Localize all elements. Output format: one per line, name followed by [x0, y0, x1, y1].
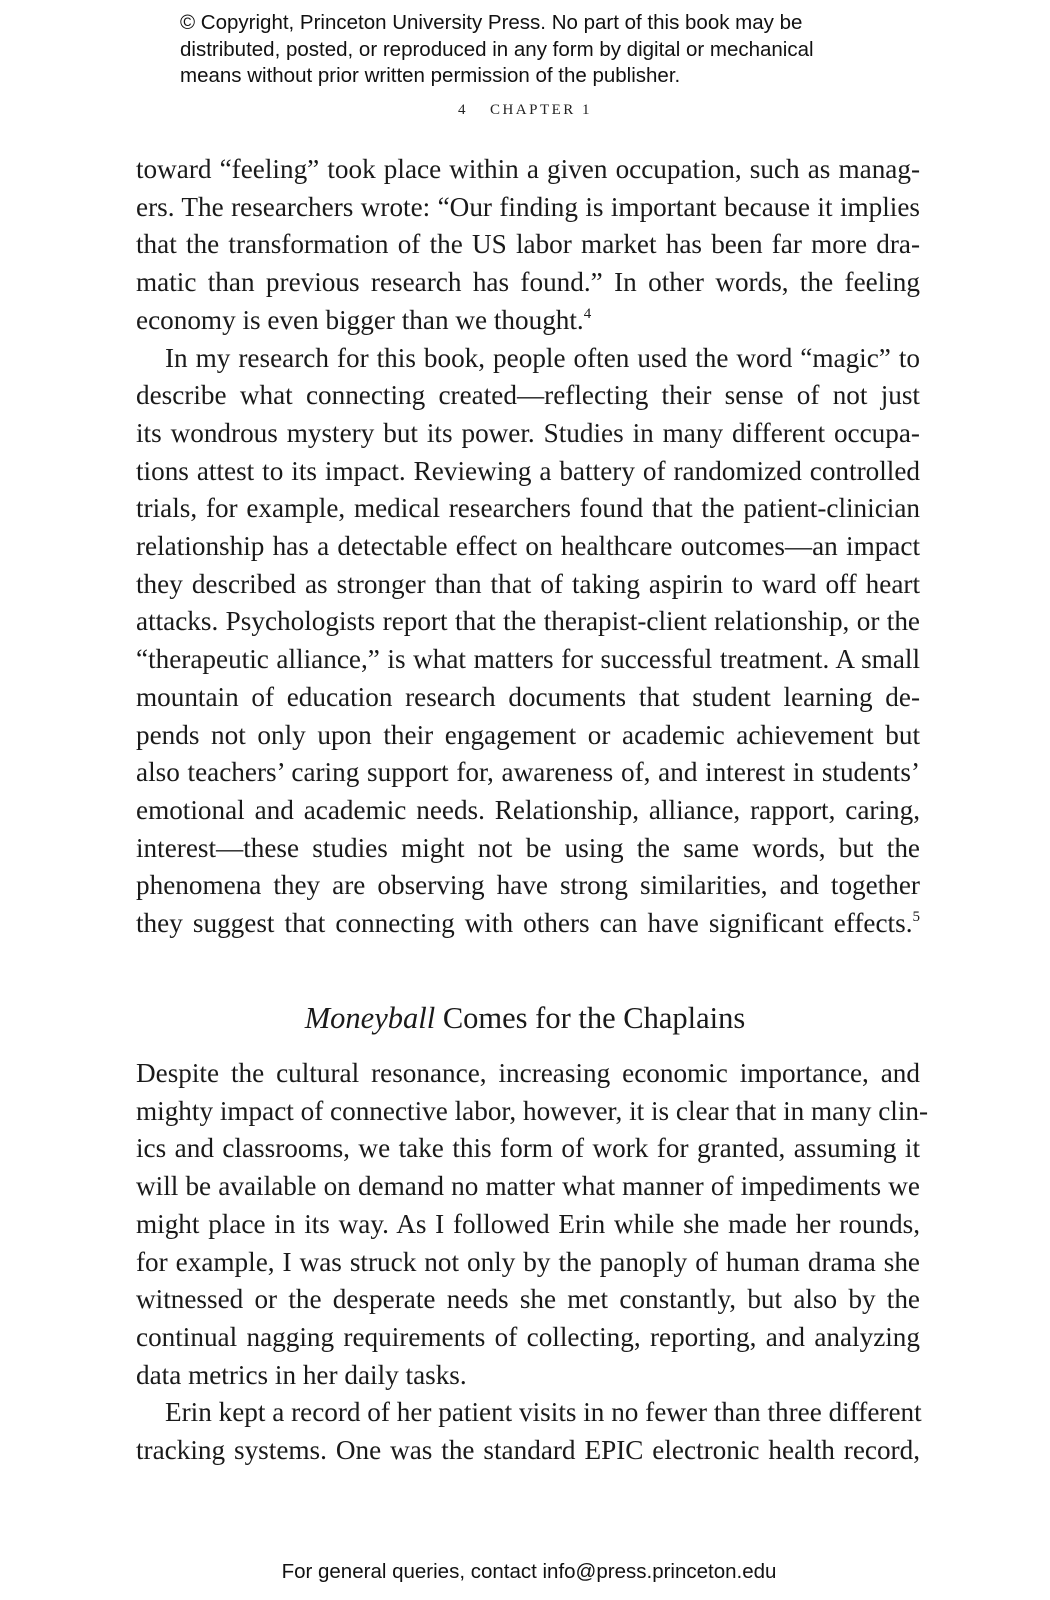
footnote-ref[interactable]: 5	[912, 909, 920, 926]
text-line: relationship has a detectable effect on healthcare outcomes—an impact	[136, 531, 920, 562]
paragraph-4	[136, 1394, 920, 1469]
copyright-notice	[180, 10, 814, 90]
text-line: Despite the cultural resonance, increasing economic importance, and	[136, 1058, 920, 1088]
text-line: also teachers’ caring support for, awareness of, and interest in students’	[136, 757, 920, 788]
page-number: 4	[457, 102, 468, 118]
text-line: for example, I was struck not only by the panoply of human drama she	[136, 1246, 920, 1277]
copyright-line: © Copyright, Princeton University Press. No part of this book may be	[180, 11, 803, 34]
section-heading-rest: Comes for the Chaplains	[435, 1001, 746, 1035]
text-line: tracking systems. One was the standard EPIC electronic health record,	[136, 1435, 920, 1466]
text-line: “therapeutic alliance,” is what matters for successful treatment. A small	[136, 644, 920, 675]
text-line-content: economy is even bigger than we thought.	[136, 304, 584, 335]
text-line: mountain of education research documents that student learning de-	[136, 681, 920, 712]
footer-contact: For general queries, contact info@press.princeton.edu	[281, 1560, 777, 1583]
text-line: attacks. Psychologists report that the therapist-client relationship, or the	[136, 606, 920, 637]
text-line: phenomena they are observing have strong similarities, and together	[136, 870, 920, 901]
paragraph-3	[136, 1055, 929, 1394]
copyright-line: means without prior written permission of the publisher.	[180, 64, 681, 88]
paragraph-1	[136, 151, 920, 340]
text-line: might place in its way. As I followed Erin while she made her rounds,	[136, 1208, 920, 1239]
text-line: describe what connecting created—reflecting their sense of not just	[136, 380, 920, 411]
text-line: continual nagging requirements of collecting, reporting, and analyzing	[136, 1321, 920, 1352]
copyright-line: distributed, posted, or reproduced in any form by digital or mechanical	[180, 37, 814, 61]
text-line: emotional and academic needs. Relationship, alliance, rapport, caring,	[136, 794, 920, 825]
text-line: ics and classrooms, we take this form of work for granted, assuming it	[136, 1133, 920, 1164]
section-heading	[0, 998, 1050, 1038]
text-line: trials, for example, medical researchers found that the patient-clinician	[136, 493, 920, 524]
text-line: In my research for this book, people often used the word “magic” to	[165, 342, 920, 373]
text-line: its wondrous mystery but its power. Studies in many different occupa-	[136, 417, 920, 448]
text-line: matic than previous research has found.” In other words, the feeling	[136, 267, 920, 298]
text-line: tions attest to its impact. Reviewing a battery of randomized controlled	[136, 455, 920, 486]
text-line: interest—these studies might not be using the same words, but the	[136, 832, 920, 863]
text-line: mighty impact of connective labor, however, it is clear that in many clin-	[136, 1095, 929, 1126]
chapter-label: CHAPTER 1	[489, 102, 593, 118]
footnote-ref[interactable]: 4	[583, 305, 592, 322]
text-line-content: they suggest that connecting with others can have significant effects.	[136, 908, 913, 939]
text-line: data metrics in her daily tasks.	[136, 1359, 467, 1390]
text-line: toward “feeling” took place within a given occupation, such as manag-	[136, 154, 920, 184]
text-line	[136, 302, 920, 340]
text-line: will be available on demand no matter what manner of impediments we	[136, 1171, 920, 1202]
text-line: Erin kept a record of her patient visits in no fewer than three different	[165, 1397, 922, 1428]
section-heading-italic: Moneyball	[304, 1001, 436, 1035]
text-line: that the transformation of the US labor market has been far more dra-	[136, 229, 920, 260]
text-line: ers. The researchers wrote: “Our finding is important because it implies	[136, 191, 920, 222]
text-line: pends not only upon their engagement or academic achievement but	[136, 719, 920, 750]
text-line: they described as stronger than that of taking aspirin to ward off heart	[136, 568, 920, 599]
body-text-bottom	[136, 1055, 929, 1470]
body-text-top	[136, 151, 920, 943]
paragraph-2	[136, 340, 920, 943]
running-head	[0, 102, 1050, 119]
text-line	[136, 905, 920, 943]
text-line: witnessed or the desperate needs she met constantly, but also by the	[136, 1284, 920, 1315]
